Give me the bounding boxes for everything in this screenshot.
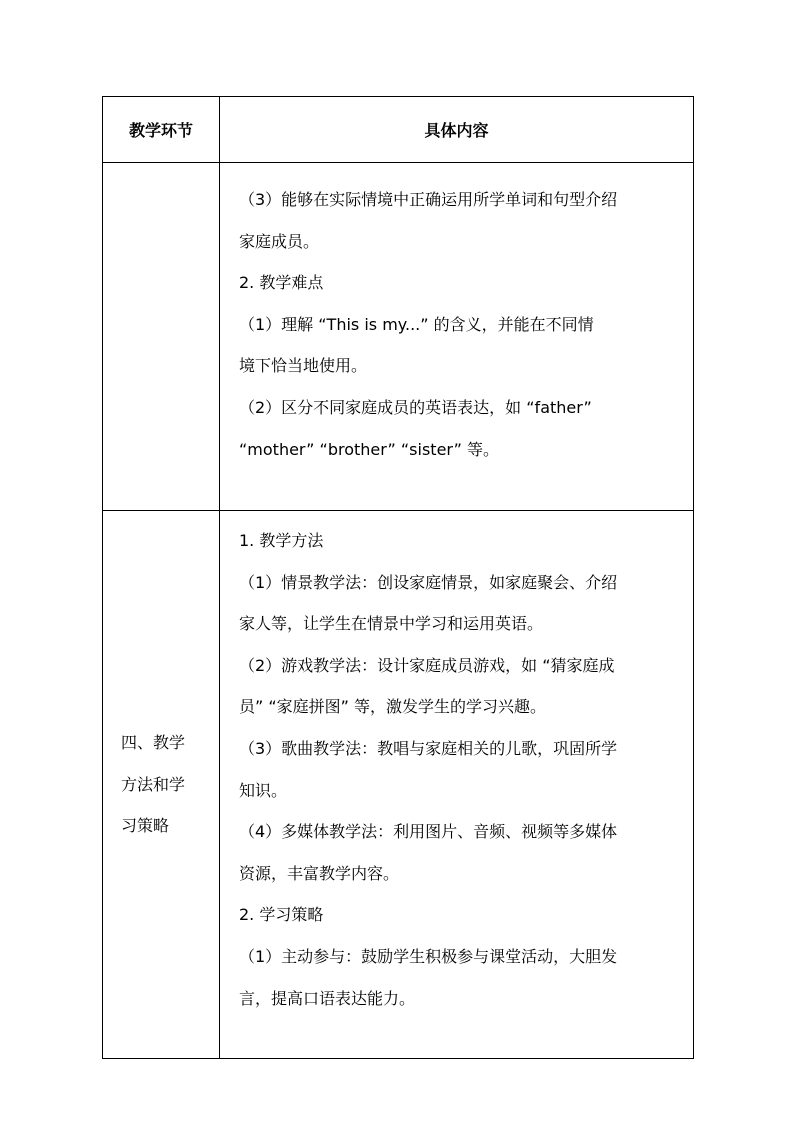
content-line: 1. 教学方法 xyxy=(239,531,324,550)
stage-cell-methods xyxy=(103,511,220,1059)
content-line: （3）歌曲教学法：教唱与家庭相关的儿歌，巩固所学 xyxy=(239,738,618,758)
content-line: （1）主动参与：鼓励学生积极参与课堂活动，大胆发 xyxy=(239,946,618,966)
content-line: （2）游戏教学法：设计家庭成员游戏，如 “猜家庭成 xyxy=(239,655,615,675)
content-line: （3）能够在实际情境中正确运用所学单词和句型介绍 xyxy=(239,190,618,209)
stage-label-line: 习策略 xyxy=(121,816,170,836)
table-header-row xyxy=(103,97,694,163)
stage-cell-empty xyxy=(103,163,220,511)
content-line: 2. 教学难点 xyxy=(239,273,324,293)
content-line: 家人等，让学生在情景中学习和运用英语。 xyxy=(239,614,544,634)
content-line: 2. 学习策略 xyxy=(239,905,324,925)
content-line: 资源，丰富教学内容。 xyxy=(239,863,400,883)
content-cell-methods xyxy=(220,511,694,1059)
content-line: （4）多媒体教学法：利用图片、音频、视频等多媒体 xyxy=(239,822,618,842)
lesson-plan-table xyxy=(102,96,694,1059)
content-line: 知识。 xyxy=(239,780,288,800)
header-specific-content: 具体内容 xyxy=(220,97,694,163)
table-row xyxy=(103,163,694,511)
table-row xyxy=(103,511,694,1059)
content-line: 家庭成员。 xyxy=(239,231,320,251)
content-line: “mother” “brother” “sister” 等。 xyxy=(239,439,500,459)
content-line: 员” “家庭拼图” 等，激发学生的学习兴趣。 xyxy=(239,697,547,717)
content-line: 境下恰当地使用。 xyxy=(239,356,368,376)
content-cell-difficulties xyxy=(220,163,694,511)
header-teaching-stage: 教学环节 xyxy=(103,97,220,163)
content-line: （1）理解 “This is my...” 的含义，并能在不同情 xyxy=(239,314,594,334)
stage-label-line: 方法和学 xyxy=(121,774,186,794)
content-line: （2）区分不同家庭成员的英语表达，如 “father” xyxy=(239,397,592,417)
stage-label-line: 四、教学 xyxy=(121,733,186,753)
content-line: 言，提高口语表达能力。 xyxy=(239,988,416,1008)
content-line: （1）情景教学法：创设家庭情景，如家庭聚会、介绍 xyxy=(239,572,618,592)
